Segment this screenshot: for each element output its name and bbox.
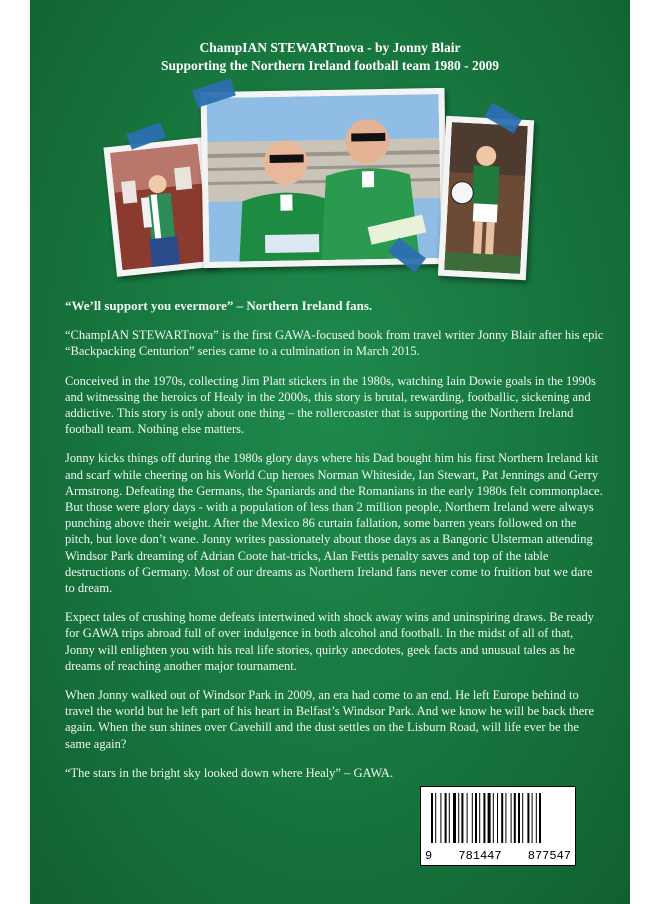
body-text xyxy=(65,298,605,781)
barcode-bar xyxy=(461,793,463,843)
child-in-scarf-image xyxy=(110,144,210,271)
barcode-bar xyxy=(511,793,512,843)
isbn-group-left: 781447 xyxy=(458,849,502,863)
barcode-bar xyxy=(488,793,491,843)
barcode-bar xyxy=(479,793,480,843)
barcode-bar xyxy=(449,793,450,843)
photo-center xyxy=(200,88,447,268)
barcode-bar xyxy=(493,793,494,843)
barcode-bar xyxy=(483,793,485,843)
barcode-bar xyxy=(467,793,468,843)
barcode-bar xyxy=(536,793,537,843)
barcode-bar xyxy=(501,793,503,843)
photo-left xyxy=(103,137,216,277)
paragraph-intro: “ChampIAN STEWARTnova” is the first GAWA-focused book from travel writer Jonny Blair after his epic “Backpacking Centurion” series came to a culmination in March 2015. xyxy=(65,328,604,359)
book-back-cover xyxy=(30,0,630,904)
barcode-bar xyxy=(505,793,506,843)
barcode-bar xyxy=(458,793,459,843)
barcode-bar xyxy=(539,793,541,843)
barcode-bar xyxy=(497,793,498,843)
barcode-bar xyxy=(431,793,433,843)
paragraph-conceived: Conceived in the 1970s, collecting Jim Platt stickers in the 1980s, watching Iain Dowie goals in the 1990s and witnessing the heroics of Healy in the 2000s, this story is brutal, rewarding, footballic, sickening and addictive. This story is only about one thing – the rollercoaster that is supporting the Northern Ireland football team. Nothing else matters. xyxy=(65,373,596,437)
barcode-bar xyxy=(453,793,456,843)
barcode-bar xyxy=(527,793,529,843)
barcode-bar xyxy=(440,793,441,843)
photo-right xyxy=(438,116,534,280)
isbn-first-digit: 9 xyxy=(425,849,433,863)
isbn-barcode xyxy=(420,786,576,866)
barcode-bar xyxy=(522,793,523,843)
opening-quote: “We’ll support you evermore” – Northern Ireland fans. xyxy=(65,298,373,313)
barcode-bar xyxy=(514,793,516,843)
paragraph-windsor-park: When Jonny walked out of Windsor Park in 2009, an era had come to an end. He left Europe behind to travel the world but he left part of his heart in Belfast’s Windsor Park. And we know he will be back there again. When the sun shines over Cavehill and the dust settles on the Lisburn Road, will life ever be the same again? xyxy=(65,688,594,751)
boy-with-football-image xyxy=(444,122,528,274)
barcode-bars xyxy=(421,787,575,847)
two-fans-with-tickets-image xyxy=(207,94,442,262)
barcode-bar xyxy=(518,793,520,843)
isbn-group-right: 877547 xyxy=(527,849,571,863)
barcode-bar xyxy=(532,793,533,843)
cover-subtitle: Supporting the Northern Ireland football team 1980 - 2009 xyxy=(160,58,499,73)
barcode-bar xyxy=(435,793,436,843)
isbn-number xyxy=(421,849,575,863)
barcode-bar xyxy=(475,793,477,843)
cover-title: ChampIAN STEWARTnova - by Jonny Blair xyxy=(199,40,461,55)
closing-quote: “The stars in the bright sky looked down where Healy” – GAWA. xyxy=(65,765,394,780)
barcode-bar xyxy=(472,793,473,843)
paragraph-expect: Expect tales of crushing home defeats intertwined with shock away wins and uninspiring draws. Be ready for GAWA trips abroad full of over indulgence in both alcohol and football. In the midst of all of that, Jonny will enlighten you with his real life stories, quirky anecdotes, geek facts and unusual tales as he dreams of reaching another major tournament. xyxy=(65,610,595,673)
barcode-bar xyxy=(445,793,447,843)
paragraph-glory-days: Jonny kicks things off during the 1980s glory days where his Dad bought him his first Northern Ireland kit and scarf while cheering on his World Cup heroes Norman Whiteside, Ian Stewart, Pat Jennings and Gerry Armstrong. Defeating the Germans, the Spaniards and the Romanians in the early 1980s felt commonplace. But those were glory days - with a population of less than 2 million people, Northern Ireland were always punching above their weight. After the Mexico 86 curtain fallation, some barren years followed on the pitch, but love don’t wane. Jonny writes passionately about those days as a Bangoric Ulsterman attending Windsor Park dreaming of Adrian Coote hat-tricks, Alan Fettis penalty saves and top of the table destructions of Germany. Most of our dreams as Northern Ireland fans never come to fruition but we dare to dream. xyxy=(65,451,603,596)
